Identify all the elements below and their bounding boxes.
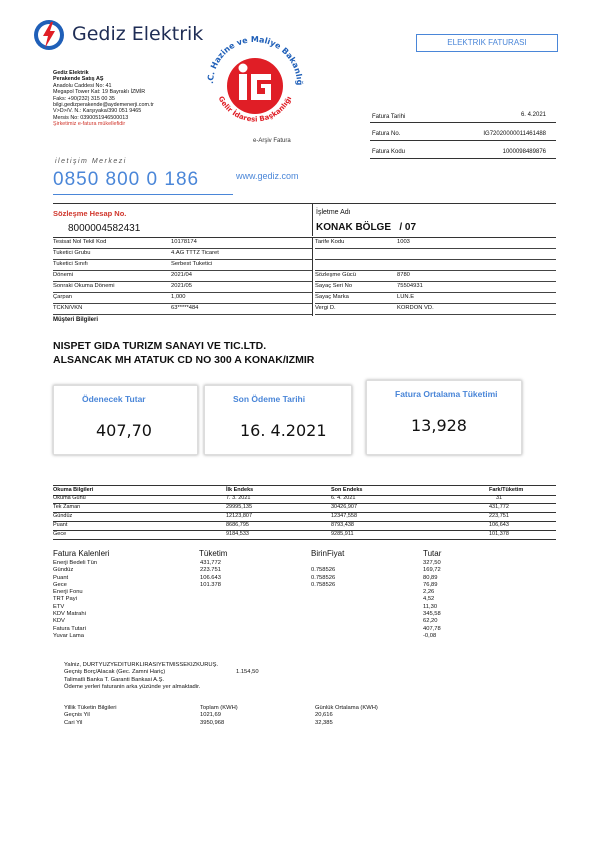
readings-cell: 431,772 [489,504,509,510]
line-item-consumption: 431,772 [200,560,221,566]
readings-cell: 223,751 [489,513,509,519]
detail-label: Tarife Kodu [315,239,345,245]
notes [64,662,364,691]
detail-value: 4.AG TTTZ Ticaret [171,250,219,256]
company-line: V>D>/V. N.: Karşıyaka/390 051 9465 [53,108,142,115]
line-item-amount: 407,78 [423,625,441,632]
readings-cell: 6. 4. 2021 [331,495,356,501]
details-grid [53,237,556,316]
meta-label: Fatura No. [372,131,401,137]
company-line: Perakende Satış AŞ [53,76,104,83]
detail-label: Dönemi [53,272,73,278]
website-link[interactable]: www.gediz.com [236,171,299,181]
line-item-consumption: 101.378 [200,581,221,588]
meta-label: Fatura Kodu [372,149,406,155]
invoice-title-box [416,34,558,52]
meta-value: IG72020000011461488 [483,131,546,137]
yearly-total-value: 3950,968 [200,719,225,726]
due-date-label: Son Ödeme Tarihi [233,394,306,404]
customer-label: Müşteri Bilgileri [53,317,99,323]
detail-value: 10178174 [171,239,197,245]
company-line: Anadolu Caddesi No: 41 [53,82,112,89]
readings-cell: Tek Zaman [53,504,81,510]
yearly-total-value: 1021,69 [200,712,221,719]
readings-cell: 8686,795 [226,522,249,528]
readings-header: Okuma Bilgileri [53,487,94,493]
line-item-name: ETV [53,603,65,610]
e-invoice-note: Şirketimiz e-fatura mükellefidir [53,121,126,128]
call-center-label: iletişim Merkezi [55,158,127,165]
payment-places-note: Ödeme yerleri faturanin arka yüzünde yer almaktadir. [64,683,201,690]
enterprise-label: İşletme Adı [316,209,351,216]
detail-label: Vergi D. [315,305,336,311]
company-line: bilgi.gedizperakende@aydemenerji.com.tr [53,102,154,109]
meta-value: 6. 4.2021 [520,112,546,118]
line-item-name: Yuvar Lama [53,632,84,639]
readings-cell: 106,643 [489,522,509,528]
yearly-avg-value: 20,616 [315,712,333,719]
detail-value: 1003 [397,239,410,245]
readings-cell: 7. 3. 2021 [226,495,251,501]
readings-cell: Gece [53,531,67,537]
readings-table [53,485,556,539]
detail-label: Tuketici Grubu [53,250,91,256]
yearly-labels [64,705,117,727]
line-item-name: Puant [53,574,69,581]
line-item-name: Enerji Bedeli Tün [53,560,98,566]
detail-label: TCKN/VKN [53,305,83,311]
yearly-header: Yillik Tüketin Bilgileri [64,705,117,711]
line-item-amount: 4,52 [423,596,435,603]
detail-label: Çarpan [53,294,73,300]
invoice-title: ELEKTRIK FATURASI [447,38,527,47]
line-item-amount: 62,20 [423,618,438,625]
readings-cell: 101,378 [489,531,509,537]
line-item-amount: 11,30 [423,603,438,610]
line-items-title: Fatura Kalenleri [53,549,110,558]
detail-value: 1,000 [171,294,186,300]
detail-label: Sözleşme Gücü [315,272,356,278]
line-items-names [53,560,97,640]
detail-label: Tuketici Sınıfı [53,261,88,267]
seal-top-text: .C. Hazine ve Maliye Bakanlığ [205,34,305,86]
detail-label: Sayaç Seri No [315,283,353,289]
meta-value: 1000098489876 [502,149,546,155]
line-item-name: KDV [53,618,65,625]
line-item-name: Gündüz [53,567,74,574]
call-center-phone: 0850 800 0 186 [53,169,200,190]
customer-name: NISPET GIDA TURIZM SANAYI VE TIC.LTD. [53,340,267,352]
yearly-header: Toplam (KWH) [200,705,238,711]
due-date-card [204,385,352,455]
line-items-col: Tüketim [199,549,228,558]
line-items-consumption [200,560,221,589]
line-item-name: KDV Matrahi [53,611,86,618]
detail-label: Tesisat Nol Tekil Kod [53,239,107,245]
gediz-logo-icon [32,18,66,52]
previous-balance-value: 1.154,50 [236,669,259,676]
brand-name: Gediz Elektrik [72,23,204,45]
seal-bottom-text: Gelir İdaresi Başkanlığı [216,94,294,124]
detail-label: Sonraki Okuma Dönemi [53,283,115,289]
meta-label: Fatura Tarihi [372,114,406,120]
line-item-amount: 80,89 [423,574,438,581]
avg-consumption-value: 13,928 [411,416,467,435]
contract-section [53,203,556,236]
bank-note: Talimatli Banka T. Garanti Bankasi A.Ş. [64,676,165,683]
readings-cell: 9285,911 [331,531,354,537]
readings-cell: 12123,807 [226,513,252,519]
readings-cell: Gündüz [53,513,73,519]
line-item-amount: 76,89 [423,581,438,588]
detail-value: 2021/05 [171,283,192,289]
gib-seal [195,22,315,140]
readings-cell: 12347,558 [331,513,357,519]
detail-value: 8780 [397,272,410,278]
detail-label: Sayaç Marka [315,294,349,300]
line-item-consumption: 106.643 [200,574,221,581]
line-item-consumption: 223.751 [200,567,221,574]
due-date-value: 16. 4.2021 [240,421,327,440]
company-line: Faks: +90(232) 315 00 35 [53,95,115,102]
company-info [53,70,193,128]
e-arsiv-label: e-Arşiv Fatura [253,138,291,144]
customer-address: ALSANCAK MH ATATUK CD NO 300 A KONAK/IZMIR [53,354,315,366]
yearly-row-label: Geçnis Yil [64,712,90,719]
readings-header: İlk Endeks [226,487,254,493]
detail-value: LUN.E [397,294,415,300]
line-item-name: Gece [53,581,67,588]
line-item-amount: 2,26 [423,589,435,596]
readings-cell: Puant [53,522,68,528]
readings-cell: 9184,533 [226,531,249,537]
readings-cell: 30426,907 [331,504,357,510]
amount-in-words: Yalniz, DURTYUZYEDITURKLIRASIYETMISSEKIZKURUŞ. [64,662,219,668]
line-items-col: Tutar [423,549,442,558]
yearly-row-label: Cari Yil [64,719,83,726]
company-line: Megapol Tower Kat: 19 Bayraklı İZMİR [53,89,146,96]
detail-value: KORDON VD. [397,305,434,311]
line-item-unit-price: 0.758526 [311,581,336,588]
detail-value: 75504931 [397,283,423,289]
contract-value: 8000004582431 [68,223,141,234]
readings-header: Son Endeks [331,487,363,493]
yearly-daily-avg [315,705,378,727]
yearly-total [200,705,238,727]
amount-due-label: Ödenecek Tutar [82,394,146,404]
line-item-amount: 327,50 [423,560,441,566]
line-item-unit-price: 0.758526 [311,567,336,574]
line-item-amount: -0,08 [423,632,437,639]
line-item-amount: 345,58 [423,611,441,618]
readings-cell: 29995,135 [226,504,252,510]
readings-cell: Okuma Günü [53,495,86,501]
detail-value: Serbest Tuketici [171,261,213,267]
readings-cell: 8793,438 [331,522,354,528]
contract-label: Sözleşme Hesap No. [53,209,127,218]
avg-consumption-card [366,380,522,455]
line-item-amount: 169,72 [423,567,441,574]
detail-value: 2021/04 [171,272,192,278]
readings-header: Fark/Tüketim [489,487,524,493]
readings-cell: 31 [496,495,503,501]
line-item-name: Enerji Fonu [53,589,83,596]
line-item-name: Fatura Tutari [53,625,86,632]
yearly-header: Günlük Ortalama (KWH) [315,705,378,711]
previous-balance-label: Geçniş Borç/Alacak (Gec. Zamni Hariç) [64,669,166,676]
detail-value: 63*****484 [171,305,199,311]
line-items-unit-price [311,567,335,589]
line-items-amount [423,560,441,640]
amount-due-value: 407,70 [96,421,152,440]
enterprise-value: KONAK BÖLGE / 07 [316,222,417,233]
line-items-col: BirinFiyat [311,549,345,558]
gib-seal-icon [195,22,315,140]
company-line: Gediz Elektrik [53,70,89,76]
yearly-avg-value: 32,385 [315,719,333,726]
avg-consumption-label: Fatura Ortalama Tüketimi [395,389,498,399]
company-line: Mersis No: 0390051946500013 [53,114,129,121]
amount-due-card [53,385,198,455]
line-items-header [53,549,513,559]
line-item-name: TRT Payi [53,596,77,603]
line-item-unit-price: 0.758526 [311,574,336,581]
